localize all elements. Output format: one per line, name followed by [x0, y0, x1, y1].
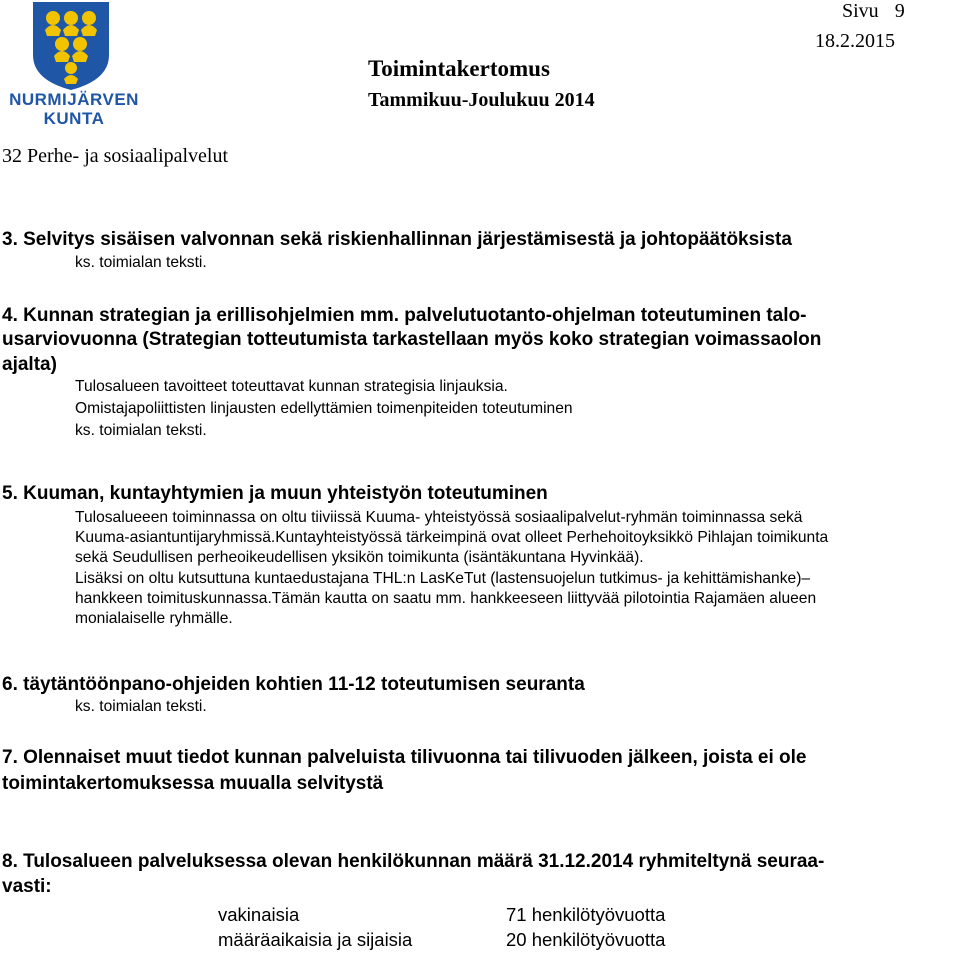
section-5-text-line1: Tulosalueeen toiminnassa on oltu tiiviissä Kuuma- yhteistyössä sosiaalipalvelut-ryhmän toiminnassa sekä — [75, 509, 803, 526]
municipality-logo — [9, 0, 139, 136]
staff-category: vakinaisia — [218, 904, 300, 925]
staff-value: 20 henkilötyövuotta — [506, 929, 666, 950]
section-5-text-line4: Lisäksi on oltu kutsuttuna kuntaedustajana THL:n LasKeTut (lastensuojelun tutkimus- ja kehittämishanke)– — [75, 570, 811, 587]
section-3-text: ks. toimialan teksti. — [75, 254, 207, 271]
section-7-heading-line1: 7. Olennaiset muut tiedot kunnan palveluista tilivuonna tai tilivuoden jälkeen, joista ei ole — [2, 747, 807, 768]
page-number — [842, 0, 905, 23]
section-4-heading-line1: 4. Kunnan strategian ja erillisohjelmien mm. palvelutuotanto-ohjelman toteutuminen talo- — [2, 305, 807, 326]
section-5-text-line3: sekä Seudullisen perheoikeudellisen yksikön toimikunta (isäntäkuntana Hyvinkää). — [75, 549, 644, 566]
section-5-text-line6: monialaiselle ryhmälle. — [75, 610, 233, 627]
section-5-text-line2: Kuuma-asiantuntijaryhmissä.Kuntayhteistyössä tärkeimpinä ovat olleet Perhehoitoyksikkö Pihlajan toimikunta — [75, 529, 829, 546]
section-4-text-line2: Omistajapoliittisten linjausten edellyttämien toimenpiteiden toteutuminen — [75, 400, 573, 417]
page-label: Sivu — [842, 0, 879, 22]
section-4-heading-line2: usarviovuonna (Strategian totteutumista tarkastellaan myös koko strategian voimassaolon — [2, 329, 822, 350]
section-8-heading-line1: 8. Tulosalueen palveluksessa olevan henkilökunnan määrä 31.12.2014 ryhmiteltynä seuraa- — [2, 851, 825, 872]
document-title: Toimintakertomus — [368, 56, 550, 81]
section-4-heading-line3: ajalta) — [2, 354, 57, 375]
document-period: Tammikuu-Joulukuu 2014 — [368, 89, 595, 111]
logo-name-line2: KUNTA — [43, 109, 105, 128]
logo-name-line1: NURMIJÄRVEN — [9, 90, 139, 109]
department-name: 32 Perhe- ja sosiaalipalvelut — [2, 145, 229, 167]
section-4-text-line1: Tulosalueen tavoitteet toteuttavat kunnan strategisia linjauksia. — [75, 378, 508, 395]
section-5-text-line5: hankkeen toimituskunnassa.Tämän kautta on saatu mm. hankkeeseen liittyvää pilotointia Rajamäen alueen — [75, 590, 817, 607]
section-6-heading: 6. täytäntöönpano-ohjeiden kohtien 11-12 toteutumisen seuranta — [2, 674, 585, 695]
section-3-heading: 3. Selvitys sisäisen valvonnan sekä riskienhallinnan järjestämisestä ja johtopäätöksista — [2, 229, 792, 250]
staff-value: 71 henkilötyövuotta — [506, 904, 666, 925]
section-8-heading-line2: vasti: — [2, 876, 52, 897]
section-4-text-line3: ks. toimialan teksti. — [75, 422, 207, 439]
document-date: 18.2.2015 — [815, 30, 895, 52]
section-7-heading-line2: toimintakertomuksessa muualla selvitystä — [2, 773, 384, 794]
page-number-value: 9 — [894, 0, 905, 22]
logo-wordmark — [9, 90, 139, 128]
section-5-heading: 5. Kuuman, kuntayhtymien ja muun yhteistyön toteutuminen — [2, 483, 548, 504]
section-6-text: ks. toimialan teksti. — [75, 698, 207, 715]
staff-category: määräaikaisia ja sijaisia — [218, 929, 413, 950]
coat-of-arms-icon — [9, 0, 139, 92]
